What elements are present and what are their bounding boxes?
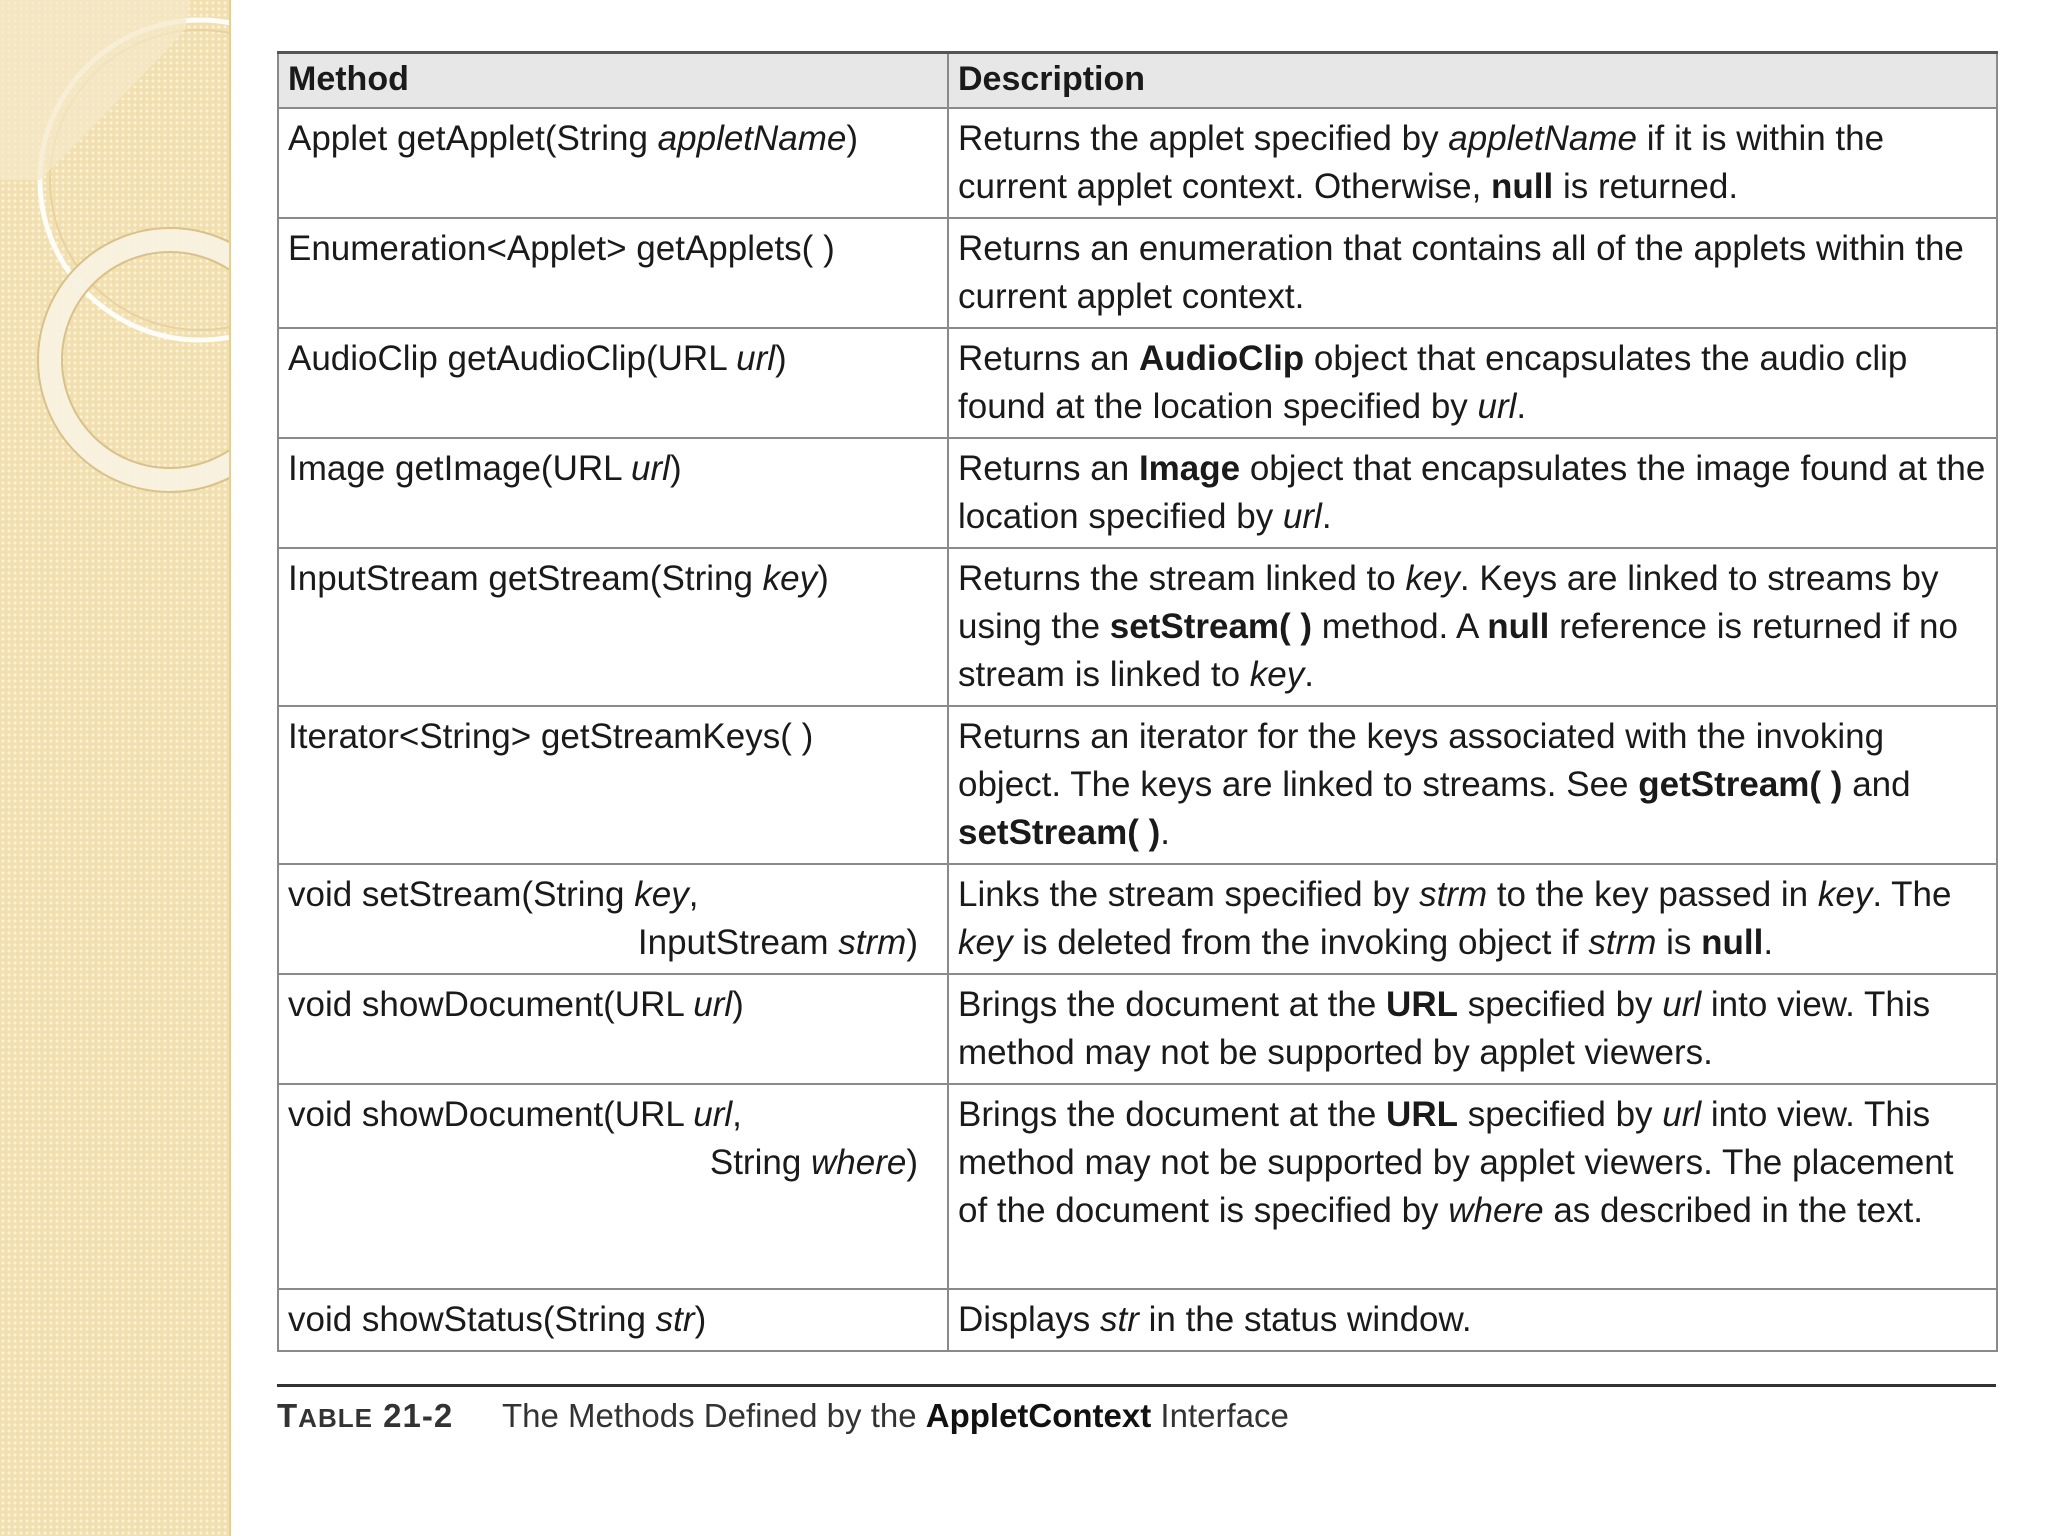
text-run: . xyxy=(1304,654,1314,694)
text-run: into view. This method may not be supported by applet viewers. xyxy=(958,984,1931,1072)
text-run: void setStream(String xyxy=(288,874,635,914)
text-run: Returns the stream linked to xyxy=(958,558,1406,598)
text-run: specified by xyxy=(1457,984,1663,1024)
text-run: and xyxy=(1842,764,1911,804)
italic-text: url xyxy=(1662,984,1702,1024)
text-run: Displays xyxy=(958,1299,1100,1339)
method-signature-line xyxy=(288,875,698,914)
text-run: is returned. xyxy=(1553,166,1739,206)
method-cell xyxy=(278,548,948,706)
caption-text: The Methods Defined by the xyxy=(502,1397,926,1434)
text-run: AudioClip getAudioClip(URL xyxy=(288,338,737,378)
text-run: object that encapsulates the audio clip found at the location specified by xyxy=(958,338,1908,426)
method-signature-continuation xyxy=(288,1139,938,1187)
text-run: Returns an enumeration that contains all of the applets within the current applet context. xyxy=(958,228,1964,316)
text-run: Enumeration<Applet> getApplets( ) xyxy=(288,228,835,268)
italic-text: strm xyxy=(838,922,907,962)
text-run: InputStream getStream(String xyxy=(288,558,763,598)
table-header-row xyxy=(278,53,1997,108)
table-row xyxy=(278,1084,1997,1289)
method-cell xyxy=(278,864,948,974)
text-run: InputStream xyxy=(637,922,839,962)
text-run: Brings the document at the xyxy=(958,1094,1387,1134)
text-run: in the status window. xyxy=(1138,1299,1472,1339)
text-run: if it is within the current applet context. Otherwise, xyxy=(958,118,1885,206)
italic-text: where xyxy=(1448,1190,1544,1230)
text-run: . xyxy=(1763,922,1774,962)
text-run: specified by xyxy=(1457,1094,1663,1134)
description-cell xyxy=(948,864,1997,974)
italic-text: key xyxy=(1817,874,1873,914)
description-cell xyxy=(948,974,1997,1084)
column-header-description: Description xyxy=(948,53,1997,108)
description-cell xyxy=(948,438,1997,548)
bold-text: setStream( ) xyxy=(1109,606,1313,646)
text-run: Returns the applet specified by xyxy=(958,118,1449,158)
table-row xyxy=(278,438,1997,548)
text-run: . Keys are linked to streams by using the xyxy=(958,558,1939,646)
italic-text: url xyxy=(1282,496,1322,536)
text-run: object that encapsulates the image found at the location specified by xyxy=(958,448,1986,536)
text-run: Image getImage(URL xyxy=(288,448,632,488)
method-cell xyxy=(278,438,948,548)
italic-text: url xyxy=(631,448,670,488)
text-run: Returns an xyxy=(958,448,1139,488)
method-cell xyxy=(278,218,948,328)
applet-context-methods-table xyxy=(277,51,1998,1352)
text-run: ) xyxy=(732,984,744,1024)
text-run: ) xyxy=(906,922,918,962)
text-run: . xyxy=(1160,812,1171,852)
method-signature-line xyxy=(288,1095,742,1134)
description-cell xyxy=(948,706,1997,864)
bold-text: URL xyxy=(1386,1094,1458,1134)
method-cell xyxy=(278,974,948,1084)
text-run: method. A xyxy=(1312,606,1488,646)
description-cell xyxy=(948,1084,1997,1289)
bold-text: URL xyxy=(1386,984,1458,1024)
text-run: , xyxy=(732,1094,742,1134)
table-row xyxy=(278,218,1997,328)
text-run: ) xyxy=(775,338,787,378)
text-run: void showDocument(URL xyxy=(288,1094,694,1134)
italic-text: appletName xyxy=(1448,118,1638,158)
bold-text: Image xyxy=(1138,448,1241,488)
bold-text: getStream( ) xyxy=(1638,764,1843,804)
table-number-label: TABLE 21-2 xyxy=(277,1397,454,1434)
description-cell xyxy=(948,1289,1997,1351)
text-run: Brings the document at the xyxy=(958,984,1387,1024)
text-run: void showStatus(String xyxy=(288,1299,656,1339)
method-cell xyxy=(278,1084,948,1289)
italic-text: url xyxy=(736,338,776,378)
text-run: reference is returned if no stream is linked to xyxy=(958,606,1958,694)
decorative-sidebar xyxy=(0,0,231,1536)
description-cell xyxy=(948,328,1997,438)
text-run: ) xyxy=(669,448,682,488)
text-run: Applet getApplet(String xyxy=(288,118,658,158)
italic-text: key xyxy=(1405,558,1460,598)
description-cell xyxy=(948,218,1997,328)
method-cell xyxy=(278,108,948,218)
italic-text: url xyxy=(1662,1094,1702,1134)
text-run: String xyxy=(709,1142,812,1182)
table-row xyxy=(278,1289,1997,1351)
text-run: ) xyxy=(694,1299,707,1339)
text-run: . The xyxy=(1872,874,1952,914)
caption-divider xyxy=(277,1384,1996,1387)
method-cell xyxy=(278,1289,948,1351)
text-run: void showDocument(URL xyxy=(288,984,694,1024)
table-row xyxy=(278,548,1997,706)
text-run: is xyxy=(1656,922,1702,962)
text-run: into view. This method may not be supported by applet viewers. The placement of the document is specified by xyxy=(958,1094,1954,1230)
bold-text: null xyxy=(1487,606,1550,646)
caption-interface-name: AppletContext xyxy=(925,1397,1152,1434)
bold-text: setStream( ) xyxy=(958,812,1161,852)
text-run: ) xyxy=(817,558,829,598)
italic-text: url xyxy=(1477,386,1517,426)
italic-text: key xyxy=(958,922,1013,962)
table-row xyxy=(278,706,1997,864)
italic-text: where xyxy=(811,1142,907,1182)
caption-text-end: Interface xyxy=(1151,1397,1289,1434)
methods-table-container xyxy=(277,51,1996,1352)
italic-text: key xyxy=(634,874,689,914)
text-run: ) xyxy=(906,1142,918,1182)
text-run: , xyxy=(688,874,699,914)
italic-text: str xyxy=(1099,1299,1139,1339)
method-cell xyxy=(278,328,948,438)
method-cell xyxy=(278,706,948,864)
decorative-rings-icon xyxy=(0,0,229,1536)
bold-text: null xyxy=(1701,922,1764,962)
text-run: is deleted from the invoking object if xyxy=(1012,922,1589,962)
text-run: Returns an iterator for the keys associated with the invoking object. The keys are linked to streams. See xyxy=(958,716,1885,804)
italic-text: url xyxy=(693,984,733,1024)
column-header-method: Method xyxy=(278,53,948,108)
table-caption xyxy=(277,1394,1289,1440)
italic-text: strm xyxy=(1588,922,1657,962)
italic-text: url xyxy=(693,1094,733,1134)
text-run: as described in the text. xyxy=(1543,1190,1923,1230)
text-run: . xyxy=(1516,386,1527,426)
text-run: Links the stream specified by xyxy=(958,874,1420,914)
italic-text: str xyxy=(655,1299,695,1339)
method-signature-continuation xyxy=(288,919,938,967)
table-row xyxy=(278,108,1997,218)
italic-text: strm xyxy=(1419,874,1488,914)
table-row xyxy=(278,328,1997,438)
table-row xyxy=(278,974,1997,1084)
text-run: Iterator<String> getStreamKeys( ) xyxy=(288,716,814,756)
text-run: ) xyxy=(846,118,859,158)
description-cell xyxy=(948,108,1997,218)
bold-text: null xyxy=(1491,166,1554,206)
table-row xyxy=(278,864,1997,974)
italic-text: key xyxy=(762,558,818,598)
text-run: to the key passed in xyxy=(1487,874,1818,914)
text-run: . xyxy=(1321,496,1332,536)
description-cell xyxy=(948,548,1997,706)
bold-text: AudioClip xyxy=(1138,338,1305,378)
text-run: Returns an xyxy=(958,338,1139,378)
italic-text: key xyxy=(1249,654,1305,694)
italic-text: appletName xyxy=(657,118,847,158)
